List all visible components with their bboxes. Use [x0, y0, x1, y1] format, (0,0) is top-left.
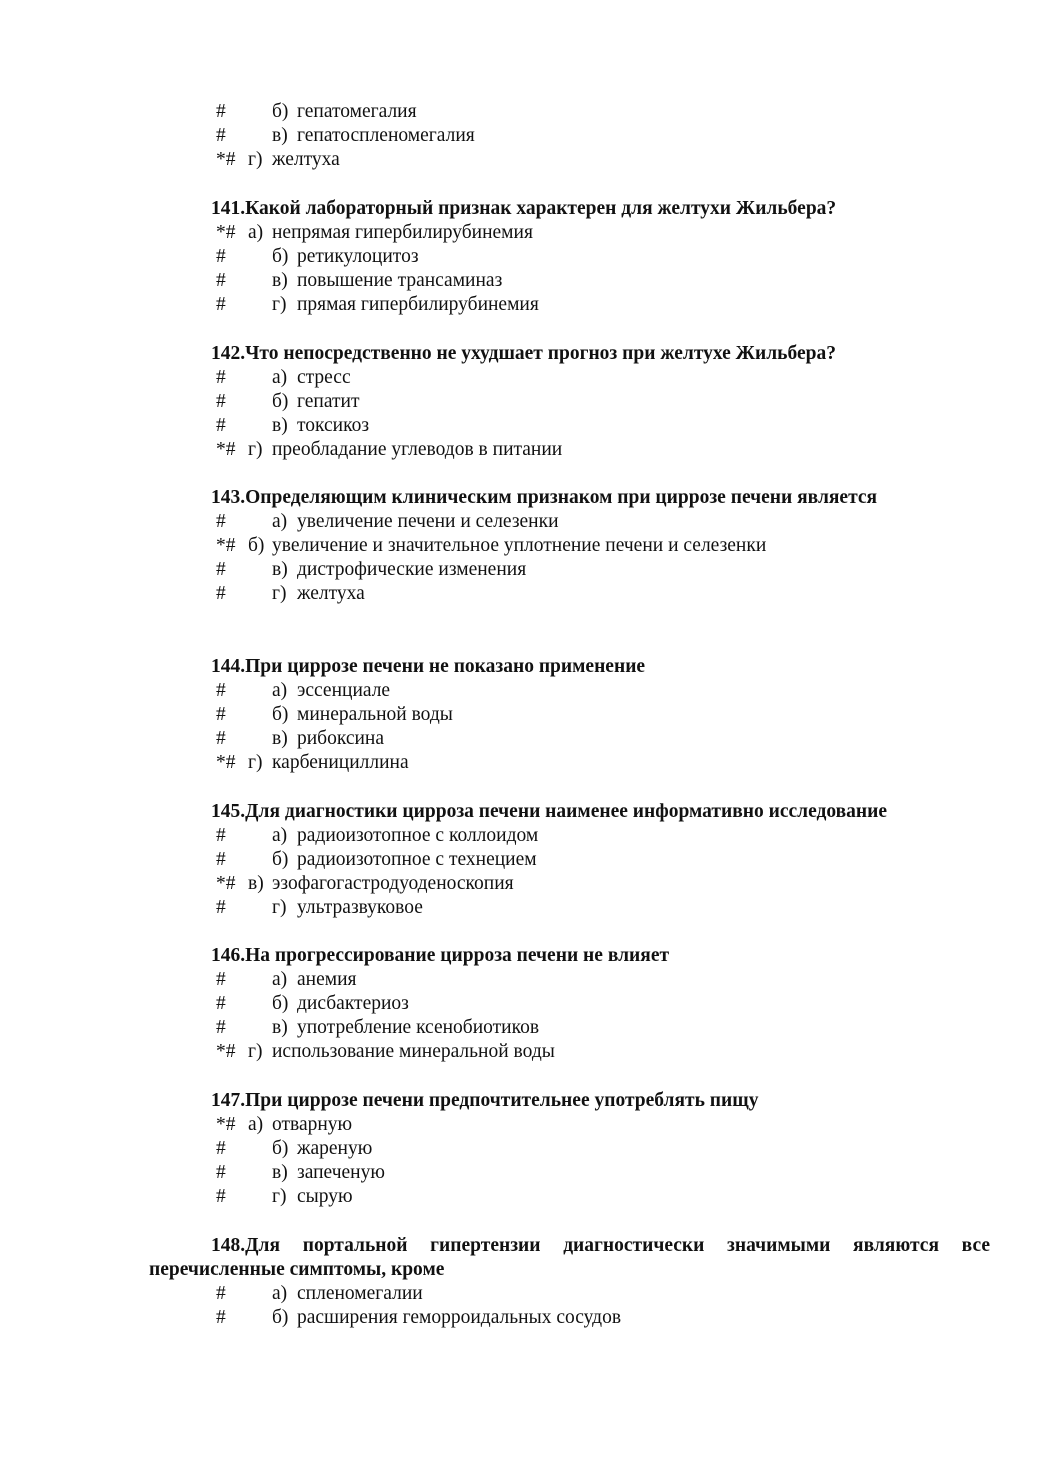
answer-mark: *# — [216, 873, 236, 894]
answer-mark: # — [216, 367, 226, 388]
answer-letter: г) — [272, 583, 287, 604]
answer-letter: г) — [272, 897, 287, 918]
answer-letter: г) — [248, 1041, 263, 1062]
answer-text: токсикоз — [297, 415, 370, 436]
answer-text: непрямая гипербилирубинемия — [272, 222, 533, 243]
answer-letter: в) — [272, 270, 288, 291]
answer-text: сырую — [297, 1186, 353, 1207]
answer-mark: *# — [216, 535, 236, 556]
answer-letter: в) — [272, 1162, 288, 1183]
answer-letter: в) — [272, 728, 288, 749]
answer-mark: # — [216, 270, 226, 291]
answer-text: радиоизотопное с коллоидом — [297, 825, 539, 846]
answer-letter: б) — [272, 246, 289, 267]
answer-text: карбенициллина — [272, 752, 409, 773]
answer-text: употребление ксенобиотиков — [297, 1017, 540, 1038]
question-title — [211, 197, 836, 221]
question-title — [211, 800, 887, 824]
answer-mark: # — [216, 849, 226, 870]
question-text: Что непосредственно не ухудшает прогноз при желтухе Жильбера? — [245, 343, 836, 364]
answer-mark: # — [216, 969, 226, 990]
answer-mark: # — [216, 559, 226, 580]
answer-text: ультразвуковое — [297, 897, 423, 918]
answer-letter: а) — [272, 680, 288, 701]
answer-mark: # — [216, 246, 226, 267]
answer-mark: # — [216, 125, 226, 146]
answer-letter: в) — [272, 415, 288, 436]
answer-letter: г) — [272, 294, 287, 315]
question-number: 146. — [211, 945, 246, 966]
answer-letter: а) — [248, 222, 264, 243]
answer-mark: # — [216, 294, 226, 315]
answer-mark: *# — [216, 1114, 236, 1135]
answer-text: жареную — [297, 1138, 373, 1159]
answer-letter: б) — [272, 391, 289, 412]
answer-letter: б) — [272, 993, 289, 1014]
question-text: Для портальной гипертензии диагностически значимыми являются все — [245, 1235, 990, 1256]
answer-mark: *# — [216, 752, 236, 773]
answer-mark: # — [216, 1283, 226, 1304]
answer-mark: # — [216, 415, 226, 436]
answer-mark: # — [216, 704, 226, 725]
question-title — [211, 944, 669, 968]
answer-text: эзофагогастродуоденоскопия — [272, 873, 514, 894]
answer-letter: в) — [248, 873, 264, 894]
answer-text: использование минеральной воды — [272, 1041, 555, 1062]
answer-letter: а) — [272, 825, 288, 846]
question-text-line2: перечисленные симптомы, кроме — [149, 1259, 445, 1280]
answer-letter: б) — [272, 704, 289, 725]
answer-text: запеченую — [297, 1162, 385, 1183]
question-number: 148. — [211, 1235, 246, 1256]
answer-text: радиоизотопное с технецием — [297, 849, 537, 870]
answer-mark: *# — [216, 149, 236, 170]
answer-letter: а) — [272, 1283, 288, 1304]
answer-letter: в) — [272, 1017, 288, 1038]
answer-text: расширения геморроидальных сосудов — [297, 1307, 622, 1328]
answer-letter: в) — [272, 559, 288, 580]
answer-letter: г) — [272, 1186, 287, 1207]
answer-text: гепатит — [297, 391, 360, 412]
answer-mark: *# — [216, 439, 236, 460]
answer-letter: б) — [248, 535, 265, 556]
answer-mark: # — [216, 1162, 226, 1183]
answer-text: желтуха — [297, 583, 365, 604]
answer-text: ретикулоцитоз — [297, 246, 419, 267]
question-number: 147. — [211, 1090, 246, 1111]
question-text: Какой лабораторный признак характерен для желтухи Жильбера? — [245, 198, 837, 219]
answer-letter: б) — [272, 1138, 289, 1159]
answer-mark: # — [216, 1186, 226, 1207]
answer-mark: # — [216, 825, 226, 846]
answer-letter: б) — [272, 101, 289, 122]
answer-mark: # — [216, 1138, 226, 1159]
question-text: При циррозе печени не показано применение — [245, 656, 646, 677]
answer-mark: # — [216, 1307, 226, 1328]
question-text: Для диагностики цирроза печени наименее информативно исследование — [245, 801, 888, 822]
answer-text: желтуха — [272, 149, 340, 170]
answer-letter: б) — [272, 849, 289, 870]
answer-text: гепатоспленомегалия — [297, 125, 475, 146]
answer-letter: а) — [272, 969, 288, 990]
answer-text: дисбактериоз — [297, 993, 409, 1014]
answer-letter: а) — [272, 511, 288, 532]
question-title — [149, 1234, 990, 1282]
answer-mark: # — [216, 1017, 226, 1038]
question-title — [211, 655, 645, 679]
answer-mark: # — [216, 583, 226, 604]
answer-text: отварную — [272, 1114, 353, 1135]
question-number: 144. — [211, 656, 246, 677]
answer-letter: г) — [248, 752, 263, 773]
answer-text: анемия — [297, 969, 357, 990]
question-text-line1 — [149, 1234, 990, 1258]
answer-text: рибоксина — [297, 728, 385, 749]
question-number: 142. — [211, 343, 246, 364]
question-text: При циррозе печени предпочтительнее употреблять пищу — [245, 1090, 759, 1111]
answer-letter: г) — [248, 149, 263, 170]
answer-text: повышение трансаминаз — [297, 270, 503, 291]
answer-text: спленомегалии — [297, 1283, 423, 1304]
question-title — [211, 1089, 758, 1113]
answer-letter: г) — [248, 439, 263, 460]
answer-mark: *# — [216, 222, 236, 243]
answer-mark: # — [216, 728, 226, 749]
question-number: 145. — [211, 801, 246, 822]
question-text: Определяющим клиническим признаком при циррозе печени является — [245, 487, 878, 508]
question-title — [211, 342, 836, 366]
answer-text: эссенциале — [297, 680, 391, 701]
question-title — [211, 486, 877, 510]
answer-mark: # — [216, 101, 226, 122]
answer-text: преобладание углеводов в питании — [272, 439, 563, 460]
answer-mark: # — [216, 391, 226, 412]
answer-text: минеральной воды — [297, 704, 453, 725]
answer-text: увеличение печени и селезенки — [297, 511, 559, 532]
answer-mark: *# — [216, 1041, 236, 1062]
answer-mark: # — [216, 511, 226, 532]
answer-text: прямая гипербилирубинемия — [297, 294, 539, 315]
answer-letter: а) — [272, 367, 288, 388]
answer-mark: # — [216, 680, 226, 701]
answer-letter: а) — [248, 1114, 264, 1135]
answer-letter: б) — [272, 1307, 289, 1328]
question-text: На прогрессирование цирроза печени не влияет — [245, 945, 670, 966]
answer-text: дистрофические изменения — [297, 559, 527, 580]
answer-text: стресс — [297, 367, 351, 388]
answer-mark: # — [216, 993, 226, 1014]
answer-text: гепатомегалия — [297, 101, 417, 122]
question-number: 143. — [211, 487, 246, 508]
answer-letter: в) — [272, 125, 288, 146]
answer-text: увеличение и значительное уплотнение печени и селезенки — [272, 535, 767, 556]
question-number: 141. — [211, 198, 246, 219]
answer-mark: # — [216, 897, 226, 918]
